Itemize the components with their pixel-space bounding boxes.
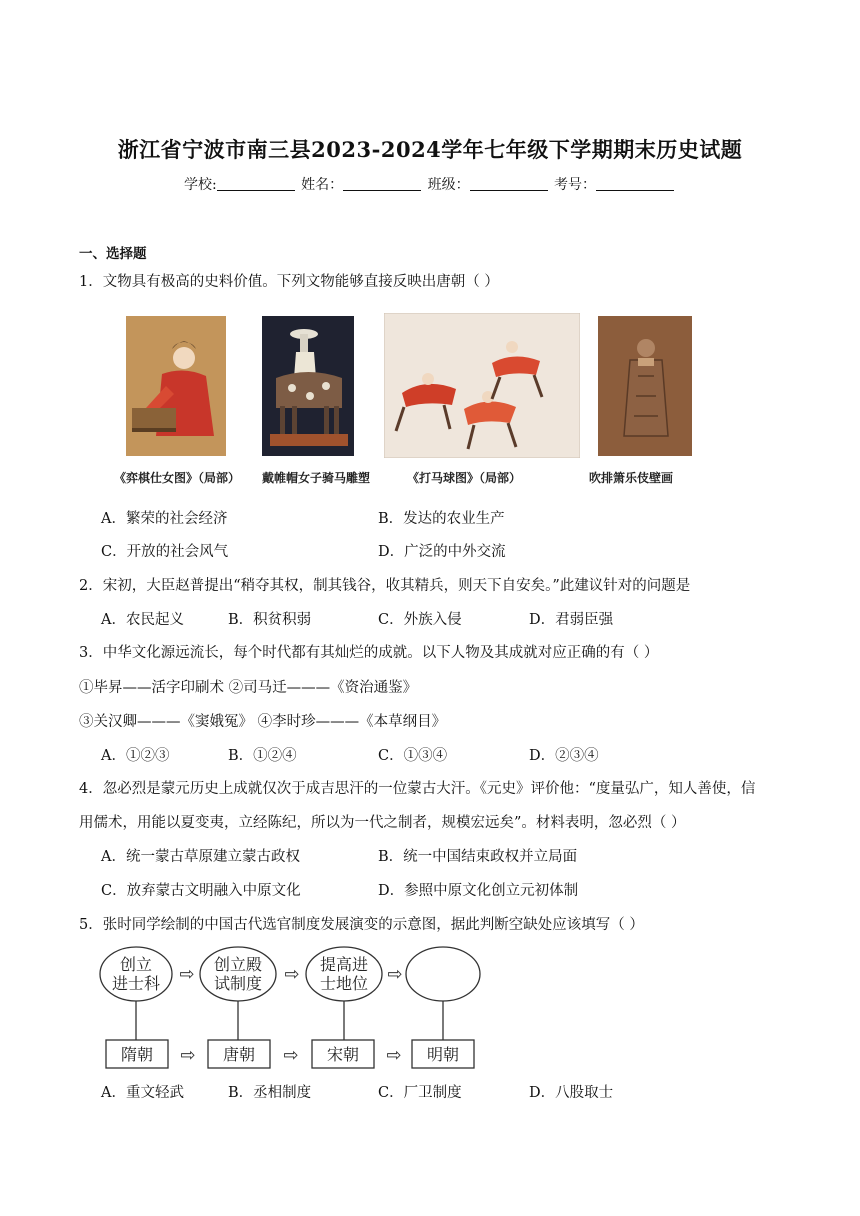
q3-option-a[interactable]: A．①②③ — [101, 748, 170, 764]
q4-stem-line-2: 用儒术，用能以夏变夷，立经陈纪，所以为一代之制者，规模宏远矣”。材料表明，忽必烈（ ） — [79, 815, 686, 831]
name-label: 姓名： — [301, 177, 344, 193]
oval-2-line-1: 创立殿 — [213, 955, 263, 974]
q1-image-polo-mural — [384, 313, 580, 458]
q5-stem: 5．张时同学绘制的中国古代选官制度发展演变的示意图，据此判断空缺处应该填写（ ） — [79, 917, 644, 933]
q2-option-b[interactable]: B．积贫积弱 — [228, 612, 312, 628]
arrow-icon: ⇨ — [180, 1045, 196, 1066]
q1-image-horse-rider-statue — [262, 316, 354, 456]
number-blank — [596, 176, 674, 191]
arrow-icon: ⇨ — [179, 964, 195, 985]
q2-option-d[interactable]: D．君弱臣强 — [529, 612, 614, 628]
name-blank — [343, 176, 421, 191]
oval-2-line-2: 试制度 — [213, 974, 263, 993]
dynasty-sui: 隋朝 — [120, 1045, 154, 1064]
arrow-icon: ⇨ — [386, 1045, 402, 1066]
oval-3-line-2: 士地位 — [319, 974, 369, 993]
q4-option-d[interactable]: D．参照中原文化创立元初体制 — [378, 883, 579, 899]
oval-4-blank — [406, 947, 480, 1001]
arrow-icon: ⇨ — [283, 1045, 299, 1066]
oval-1-line-1: 创立 — [119, 955, 153, 974]
dynasty-ming: 明朝 — [426, 1045, 460, 1064]
q1-image-musician-mural — [598, 316, 692, 456]
q1-caption-3: 《打马球图》（局部） — [407, 471, 522, 485]
q1-stem: 1．文物具有极高的史料价值。下列文物能够直接反映出唐朝（ ） — [79, 274, 499, 290]
q2-option-c[interactable]: C．外族入侵 — [378, 612, 462, 628]
student-info-line — [0, 174, 860, 194]
arrow-icon: ⇨ — [284, 964, 300, 985]
school-label: 学校: — [183, 177, 217, 193]
q5-option-a[interactable]: A．重文轻武 — [101, 1085, 184, 1101]
q1-caption-1: 《弈棋仕女图》（局部） — [114, 471, 241, 485]
q5-option-c[interactable]: C．厂卫制度 — [378, 1085, 462, 1101]
q3-option-c[interactable]: C．①③④ — [378, 748, 448, 764]
q4-option-c[interactable]: C．放弃蒙古文明融入中原文化 — [101, 883, 301, 899]
q4-stem-line-1: 4．忽必烈是蒙元历史上成就仅次于成吉思汗的一位蒙古大汗。《元史》评价他：“度量弘广，知人善使，信 — [79, 781, 756, 797]
q1-option-d[interactable]: D．广泛的中外交流 — [378, 544, 506, 560]
q3-stem: 3．中华文化源远流长，每个时代都有其灿烂的成就。以下人物及其成就对应正确的有（ ） — [79, 645, 659, 661]
q5-option-b[interactable]: B．丞相制度 — [228, 1085, 312, 1101]
q3-option-d[interactable]: D．②③④ — [529, 748, 599, 764]
class-label: 班级： — [427, 177, 470, 193]
arrow-icon: ⇨ — [387, 964, 403, 985]
school-blank — [217, 176, 295, 191]
q4-option-b[interactable]: B．统一中国结束政权并立局面 — [378, 849, 578, 865]
dynasty-song: 宋朝 — [326, 1045, 360, 1064]
number-label: 考号： — [554, 177, 597, 193]
q3-line-2: ③关汉卿———《窦娥冤》 ④李时珍———《本草纲目》 — [79, 714, 447, 730]
oval-3-line-1: 提高进 — [319, 955, 369, 974]
q3-option-b[interactable]: B．①②④ — [228, 748, 297, 764]
oval-1-line-2: 进士科 — [111, 974, 161, 993]
section-title: 一、选择题 — [79, 246, 147, 262]
q5-option-d[interactable]: D．八股取士 — [529, 1085, 614, 1101]
q2-stem: 2．宋初，大臣赵普提出“稍夺其权，制其钱谷，收其精兵，则天下自安矣。”此建议针对的问题是 — [79, 578, 691, 594]
q4-option-a[interactable]: A．统一蒙古草原建立蒙古政权 — [101, 849, 300, 865]
dynasty-tang: 唐朝 — [222, 1045, 256, 1064]
q5-selection-system-diagram — [98, 944, 488, 1074]
q2-option-a[interactable]: A．农民起义 — [101, 612, 184, 628]
q1-caption-2: 戴帷帽女子骑马雕塑 — [262, 471, 371, 485]
q1-image-weiqi-painting — [126, 316, 226, 456]
q1-option-c[interactable]: C．开放的社会风气 — [101, 544, 229, 560]
exam-title: 浙江省宁波市南三县2023-2024学年七年级下学期期末历史试题 — [117, 137, 743, 162]
class-blank — [470, 176, 548, 191]
q1-caption-4: 吹排箫乐伎壁画 — [589, 471, 674, 485]
q1-option-a[interactable]: A．繁荣的社会经济 — [101, 511, 228, 527]
q3-line-1: ①毕昇——活字印刷术 ②司马迁———《资治通鉴》 — [79, 680, 418, 696]
q1-option-b[interactable]: B．发达的农业生产 — [378, 511, 505, 527]
